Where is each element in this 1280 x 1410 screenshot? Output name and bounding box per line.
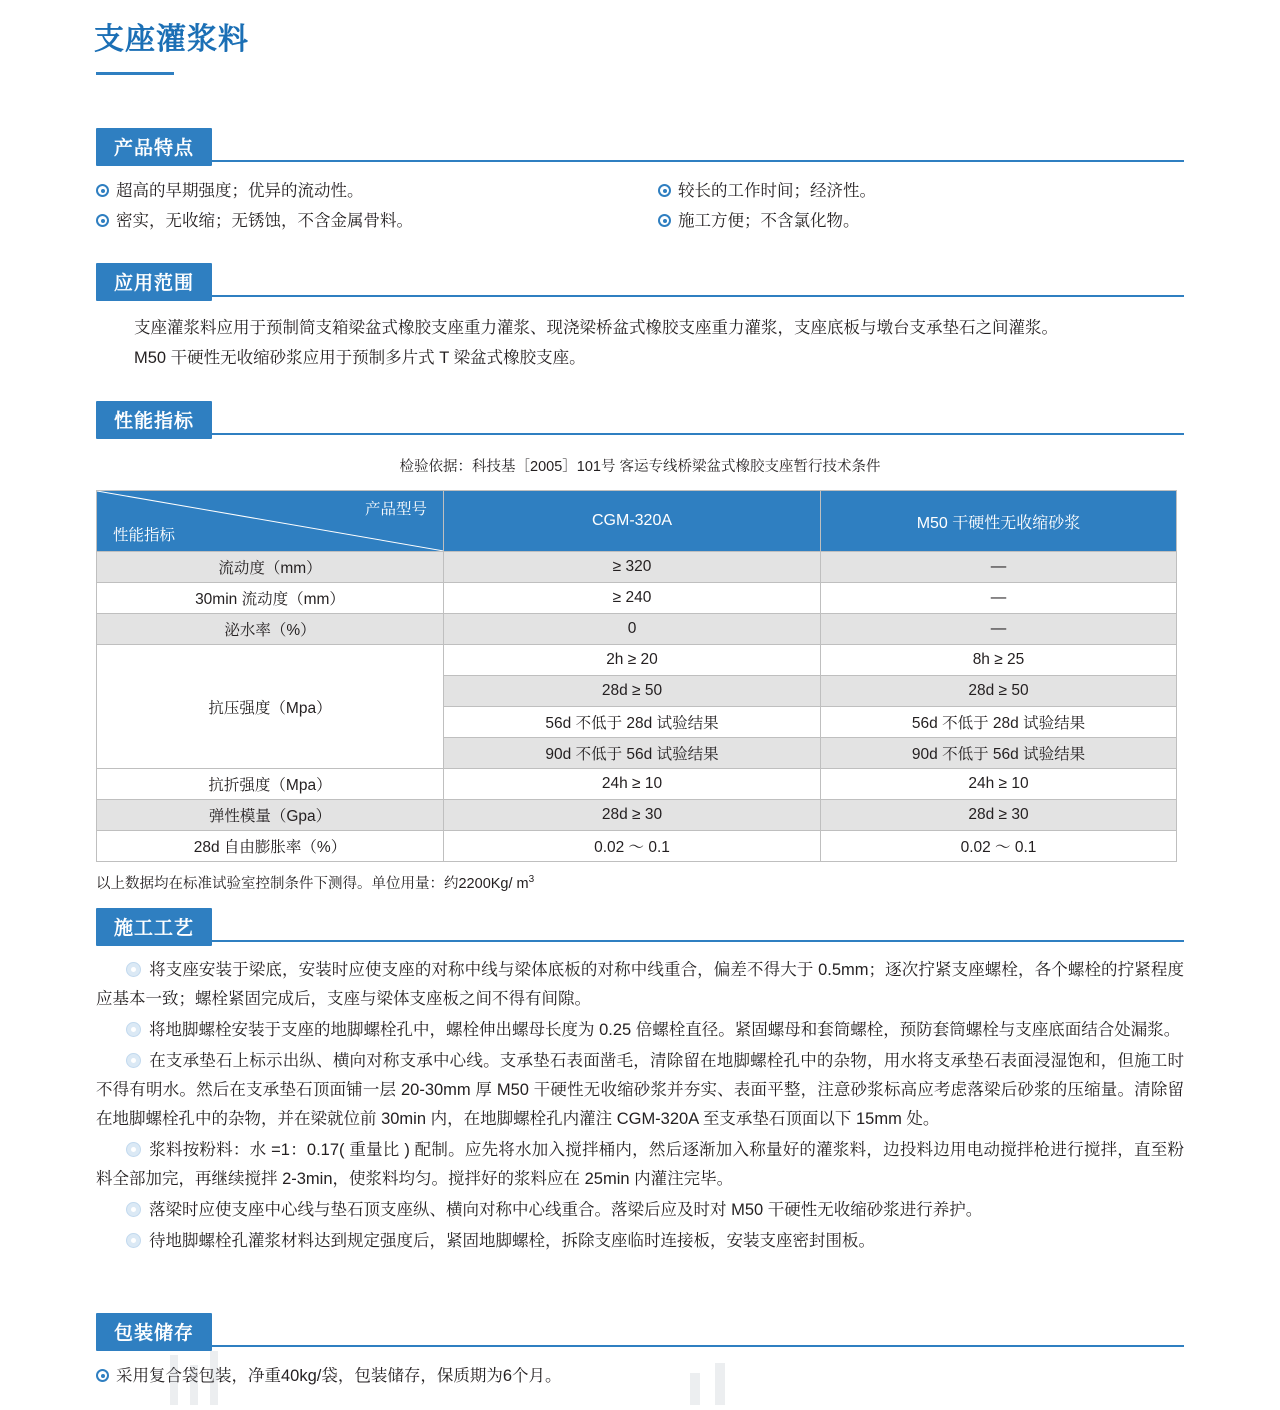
- table-cell: 0.02 ～ 0.1: [444, 831, 821, 862]
- table-cell: 28d ≥ 30: [444, 800, 821, 831]
- bullet-icon: [126, 1053, 141, 1068]
- performance-table: [96, 490, 1177, 862]
- packaging-text: 采用复合袋包装，净重40kg/袋，包装储存，保质期为6个月。: [116, 1367, 562, 1385]
- section-features-rule: [96, 160, 1184, 162]
- bullet-icon: [126, 1142, 141, 1157]
- table-cell: —: [821, 614, 1177, 645]
- feature-text: 较长的工作时间；经济性。: [678, 182, 876, 200]
- table-cell: 90d 不低于 56d 试验结果: [821, 738, 1177, 769]
- bullet-icon: [96, 184, 109, 197]
- table-row-label: 抗折强度（Mpa）: [97, 769, 444, 800]
- feature-text: 密实，无收缩；无锈蚀，不含金属骨料。: [116, 212, 413, 230]
- feature-item: [96, 176, 640, 206]
- table-cell: 28d ≥ 30: [821, 800, 1177, 831]
- section-packaging-title: 包装储存: [96, 1313, 212, 1351]
- inspection-basis-note: 检验依据：科技基［2005］101号 客运专线桥梁盆式橡胶支座暂行技术条件: [399, 459, 881, 475]
- section-process-rule: [96, 940, 1184, 942]
- feature-item: [658, 206, 1184, 236]
- section-packaging-header: [96, 1313, 1184, 1347]
- table-row: [97, 800, 1177, 831]
- table-row: [97, 769, 1177, 800]
- table-cell: ≥ 320: [444, 552, 821, 583]
- bullet-icon: [126, 1202, 141, 1217]
- process-item-text: 在支承垫石上标示出纵、横向对称支承中心线。支承垫石表面凿毛，清除留在地脚螺栓孔中的杂物，用水将支承垫石表面浸湿饱和，但施工时不得有明水。然后在支承垫石顶面铺一层 20-30mm 厚 M50 干硬性无收缩砂浆并夯实、表面平整，注意砂浆标高应考虑落梁后砂浆的压缩量。清除留在地脚螺栓孔中的杂物，并在梁就位前 30min 内，在地脚螺栓孔内灌注 CGM-320A 至支承垫石顶面以下 15mm 处。: [96, 1052, 1184, 1128]
- table-row: [97, 583, 1177, 614]
- title-underline: [96, 72, 174, 75]
- table-row: [97, 831, 1177, 862]
- table-row: [97, 614, 1177, 645]
- table-cell: 0.02 ～ 0.1: [821, 831, 1177, 862]
- table-cell: 28d ≥ 50: [821, 676, 1177, 707]
- section-process: [96, 908, 1184, 1258]
- process-item: [96, 1047, 1184, 1134]
- feature-text: 施工方便；不含氯化物。: [678, 212, 860, 230]
- application-paragraph: 支座灌浆料应用于预制简支箱梁盆式橡胶支座重力灌浆、现浇梁桥盆式橡胶支座重力灌浆，支座底板与墩台支承垫石之间灌浆。: [134, 319, 1058, 337]
- process-item-text: 待地脚螺栓孔灌浆材料达到规定强度后，紧固地脚螺栓，拆除支座临时连接板，安装支座密封围板。: [149, 1232, 875, 1250]
- feature-item: [96, 206, 640, 236]
- section-process-title: 施工工艺: [96, 908, 212, 946]
- table-row-label: 泌水率（%）: [97, 614, 444, 645]
- table-footnote-sup: 3: [528, 874, 535, 886]
- table-cell: 28d ≥ 50: [444, 676, 821, 707]
- bullet-icon: [96, 214, 109, 227]
- bullet-icon: [126, 1233, 141, 1248]
- section-features: [96, 128, 1184, 236]
- table-cell: ≥ 240: [444, 583, 821, 614]
- table-cell: 56d 不低于 28d 试验结果: [444, 707, 821, 738]
- section-application: [96, 263, 1184, 373]
- table-row-label: 28d 自由膨胀率（%）: [97, 831, 444, 862]
- table-cell: 24h ≥ 10: [444, 769, 821, 800]
- table-cell: 24h ≥ 10: [821, 769, 1177, 800]
- corner-label-top: 产品型号: [364, 501, 427, 518]
- table-cell: 56d 不低于 28d 试验结果: [821, 707, 1177, 738]
- table-header-row: [97, 491, 1177, 552]
- table-row: [97, 552, 1177, 583]
- section-packaging-rule: [96, 1345, 1184, 1347]
- table-corner-cell: [97, 491, 444, 552]
- section-performance-header: [96, 401, 1184, 435]
- feature-item: [658, 176, 1184, 206]
- process-item-text: 将地脚螺栓安装于支座的地脚螺栓孔中，螺栓伸出螺母长度为 0.25 倍螺栓直径。紧固螺母和套筒螺栓，预防套筒螺栓与支座底面结合处漏浆。: [149, 1021, 1181, 1039]
- page-title: 支座灌浆料: [94, 23, 249, 56]
- table-footnote-text: 以上数据均在标准试验室控制条件下测得。单位用量：约2200Kg/ m: [96, 876, 529, 892]
- application-paragraph: M50 干硬性无收缩砂浆应用于预制多片式 T 梁盆式橡胶支座。: [134, 349, 586, 367]
- process-item: [96, 1016, 1184, 1045]
- process-item: [96, 1136, 1184, 1194]
- section-application-header: [96, 263, 1184, 297]
- section-performance-rule: [96, 433, 1184, 435]
- feature-text: 超高的早期强度；优异的流动性。: [116, 182, 364, 200]
- table-cell: 90d 不低于 56d 试验结果: [444, 738, 821, 769]
- bullet-icon: [126, 962, 141, 977]
- bullet-icon: [96, 1369, 109, 1382]
- bullet-icon: [658, 184, 671, 197]
- section-application-title: 应用范围: [96, 263, 212, 301]
- features-column-right: [640, 176, 1184, 236]
- table-row-label: 30min 流动度（mm）: [97, 583, 444, 614]
- process-item-text: 落梁时应使支座中心线与垫石顶支座纵、横向对称中心线重合。落梁后应及时对 M50 干硬性无收缩砂浆进行养护。: [149, 1201, 983, 1219]
- bullet-icon: [658, 214, 671, 227]
- table-cell: —: [821, 583, 1177, 614]
- table-cell: 2h ≥ 20: [444, 645, 821, 676]
- table-row-label: 流动度（mm）: [97, 552, 444, 583]
- bullet-icon: [126, 1022, 141, 1037]
- table-row-label: 抗压强度（Mpa）: [97, 645, 444, 769]
- process-item: [96, 1227, 1184, 1256]
- process-item-text: 浆料按粉料：水 =1：0.17( 重量比 ) 配制。应先将水加入搅拌桶内，然后逐渐加入称量好的灌浆料，边投料边用电动搅拌枪进行搅拌，直至粉料全部加完，再继续搅拌 2-3min，使浆料均匀。搅拌好的浆料应在 25min 内灌注完毕。: [96, 1141, 1184, 1188]
- table-col-header: M50 干硬性无收缩砂浆: [821, 491, 1177, 552]
- section-features-header: [96, 128, 1184, 162]
- table-row-label: 弹性模量（Gpa）: [97, 800, 444, 831]
- section-features-title: 产品特点: [96, 128, 212, 166]
- section-performance: [96, 401, 1184, 893]
- table-footnote: [96, 872, 1184, 893]
- packaging-item: [96, 1361, 1184, 1391]
- features-column-left: [96, 176, 640, 236]
- table-cell: 8h ≥ 25: [821, 645, 1177, 676]
- process-item: [96, 1196, 1184, 1225]
- process-item: [96, 956, 1184, 1014]
- section-process-header: [96, 908, 1184, 942]
- process-item-text: 将支座安装于梁底，安装时应使支座的对称中线与梁体底板的对称中线重合，偏差不得大于 0.5mm；逐次拧紧支座螺栓，各个螺栓的拧紧程度应基本一致；螺栓紧固完成后，支座与梁体支座板之间不得有间隙。: [96, 961, 1184, 1008]
- section-application-rule: [96, 295, 1184, 297]
- section-performance-title: 性能指标: [96, 401, 212, 439]
- table-cell: 0: [444, 614, 821, 645]
- section-packaging: [96, 1313, 1184, 1391]
- process-list: [96, 956, 1184, 1256]
- table-cell: —: [821, 552, 1177, 583]
- table-row: [97, 645, 1177, 676]
- table-col-header: CGM-320A: [444, 491, 821, 552]
- corner-label-bottom: 性能指标: [113, 527, 176, 544]
